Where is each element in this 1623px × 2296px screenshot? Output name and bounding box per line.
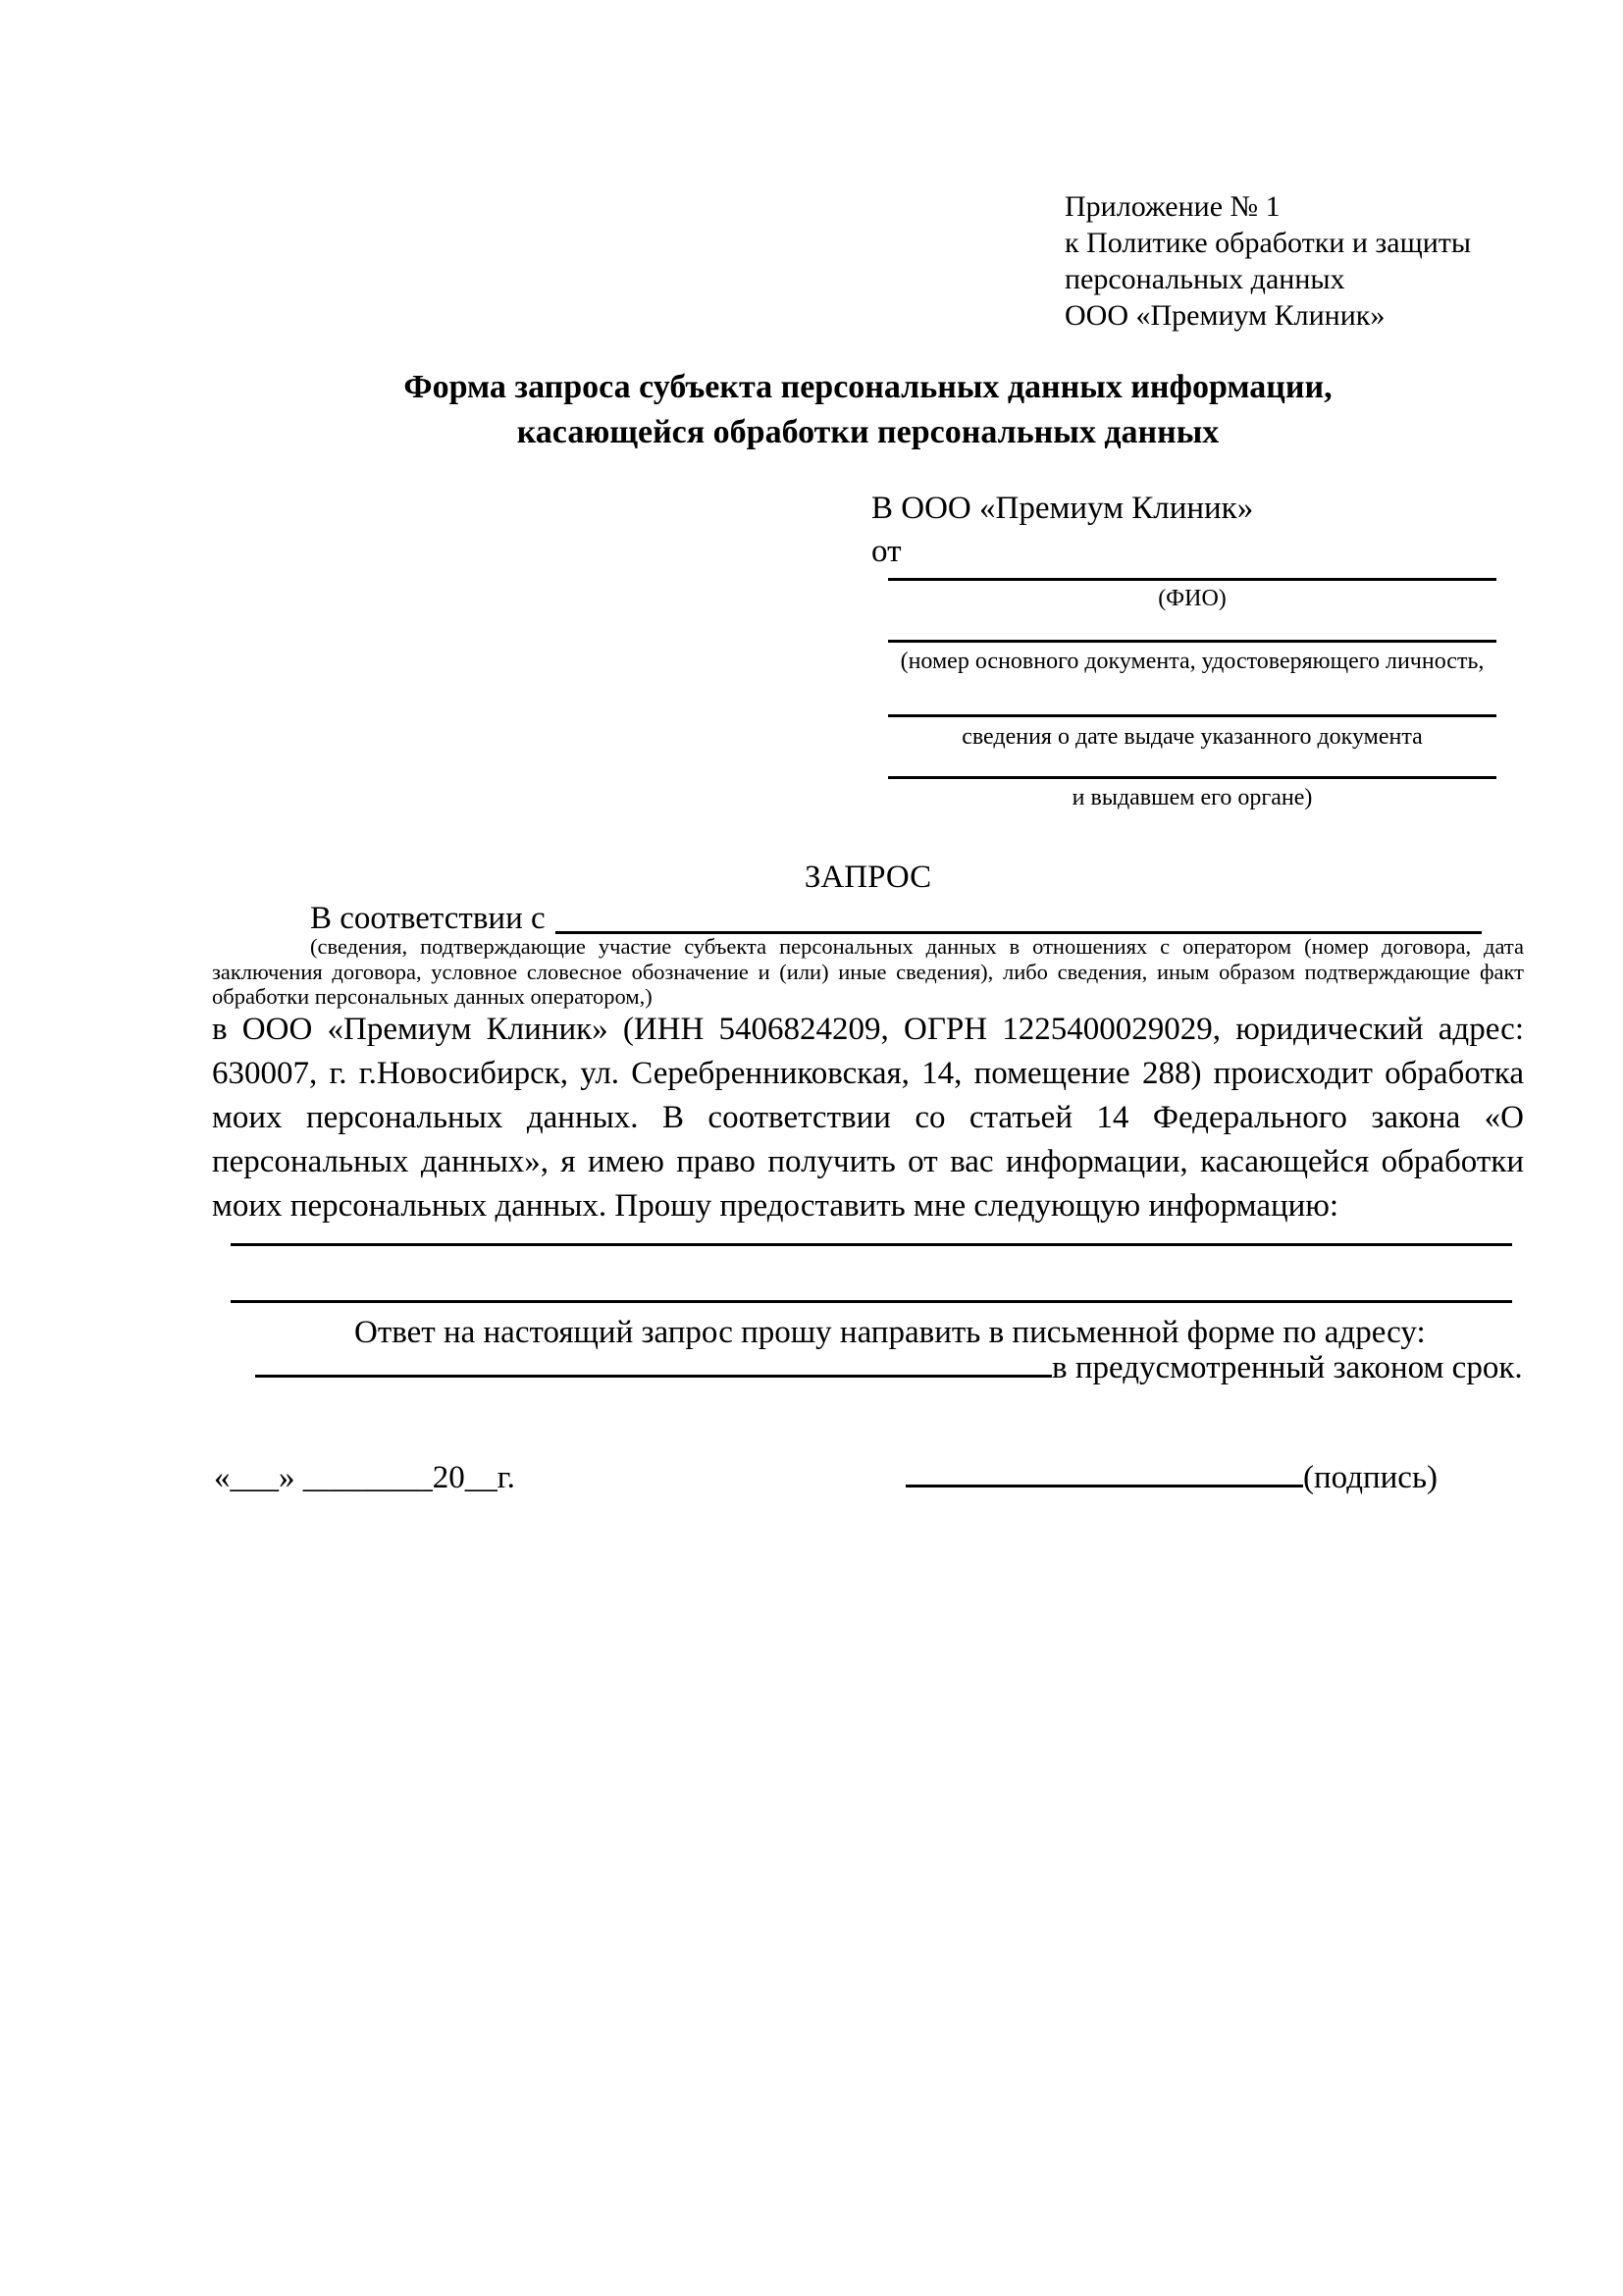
info-blank-line-2 — [231, 1300, 1512, 1303]
document-issue-date-blank-line — [888, 714, 1496, 717]
accordance-label: В соответствии с — [310, 901, 546, 936]
signature-caption: (подпись) — [1303, 1460, 1438, 1495]
accordance-blank-line — [555, 897, 1482, 934]
document-number-caption: (номер основного документа, удостоверяющего личность, — [900, 649, 1485, 674]
address-blank-line — [255, 1375, 1052, 1378]
fio-caption: (ФИО) — [1158, 586, 1227, 611]
appendix-header-line: ООО «Премиум Клиник» — [1065, 299, 1386, 332]
info-blank-line-1 — [231, 1243, 1512, 1246]
document-issuer-caption: и выдавшем его органе) — [1072, 785, 1313, 810]
form-title — [212, 365, 1524, 455]
document-issue-date-caption: сведения о дате выдаче указанного документа — [962, 724, 1423, 750]
date-placeholder: «___» ________20__г. — [214, 1460, 515, 1495]
appendix-header — [1065, 188, 1536, 334]
answer-address-row — [212, 1346, 1524, 1389]
from-label: от — [871, 534, 902, 569]
appendix-header-line: персональных данных — [1065, 263, 1345, 295]
answer-paragraph: Ответ на настоящий запрос прошу направить в письменной форме по адресу: — [354, 1315, 1426, 1350]
appendix-header-line: к Политике обработки и защиты — [1065, 227, 1472, 259]
answer-suffix: в предусмотренный законом срок. — [1052, 1350, 1523, 1385]
fio-blank-line — [888, 578, 1496, 581]
request-body-paragraph: в ООО «Премиум Клиник» (ИНН 5406824209, ОГРН 1225400029029, юридический адрес: 630007, г. г.Новосибирск, ул. Серебренниковская, 14, помещение 288) происходит обработка моих персональных данных. В соответствии со статьей 14 Федерального закона «О персональных данных», я имею право получить от вас информации, касающейся обработки моих персональных данных. Прошу предоставить мне следующую информацию: — [212, 1012, 1524, 1224]
signature-area — [906, 1460, 1438, 1496]
fine-print-note: (сведения, подтверждающие участие субъекта персональных данных в отношениях с оператором (номер договора, дата заключения договора, условное словесное обозначение и (или) иные сведения), либо сведения, иным образом подтверждающие факт обработки персональных данных оператором,) — [212, 934, 1524, 1009]
request-heading: ЗАПРОС — [804, 860, 932, 895]
form-title-line-2: касающейся обработки персональных данных — [516, 414, 1220, 450]
appendix-header-line: Приложение № 1 — [1065, 190, 1281, 223]
document-number-blank-line — [888, 640, 1496, 643]
signature-blank-line — [906, 1485, 1303, 1487]
document-issuer-blank-line — [888, 776, 1496, 779]
addressee-org: В ООО «Премиум Клиник» — [871, 491, 1254, 526]
form-title-line-1: Форма запроса субъекта персональных данных информации, — [403, 369, 1333, 405]
